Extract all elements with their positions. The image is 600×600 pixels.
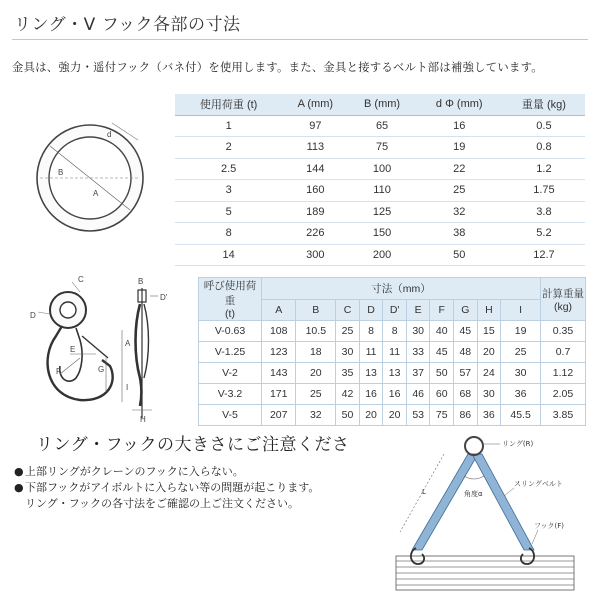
hook-dim-f: F [430,299,454,321]
table-cell: 5.2 [503,223,585,245]
table-cell: 36 [477,405,501,426]
table-row [199,363,586,384]
hook-label-d: D [30,311,36,320]
table-cell: 1.2 [503,158,585,180]
table-cell: 160 [282,180,348,202]
table-cell: 171 [262,384,296,405]
table-cell: 207 [262,405,296,426]
table-cell: 20 [383,405,407,426]
table-cell: V-0.63 [199,321,262,342]
table-cell: 25 [416,180,503,202]
intro-text: 金具は、強力・遥付フック（バネ付）を使用します。また、金具と接するベルト部は補強しています。 [12,61,543,74]
hook-label-d-prime: D' [160,293,168,302]
ring-header-a: A (mm) [282,94,348,115]
table-cell: 150 [348,223,415,245]
ring-header-b: B (mm) [348,94,415,115]
table-cell: 0.8 [503,137,585,159]
table-cell: 3.85 [541,405,586,426]
table-cell: 32 [296,405,336,426]
sling-diagram [382,432,592,592]
caution-note-text: 上部リングがクレーンのフックに入らない。 [25,465,244,478]
ring-dimension-table [175,94,585,266]
table-cell: 11 [383,342,407,363]
table-cell: 11 [359,342,383,363]
bullet-icon: ● [14,465,24,478]
hook-header-dims: 寸法（mm） [262,278,541,300]
table-cell: 16 [359,384,383,405]
table-cell: 1 [175,115,282,137]
hook-header-load-unit: (t) [225,308,235,320]
table-cell: 0.7 [541,342,586,363]
table-cell: 45 [430,342,454,363]
hook-header-weight-text: 計算重量 [542,287,584,300]
table-cell: 3.8 [503,201,585,223]
table-cell: 15 [477,321,501,342]
table-cell: 45.5 [501,405,541,426]
hook-label-i: I [126,383,129,392]
table-cell: 200 [348,244,415,266]
hook-label-c: C [78,275,84,284]
hook-dim-i: I [501,299,541,321]
table-cell: 42 [336,384,360,405]
table-cell: 50 [336,405,360,426]
table-cell: 189 [282,201,348,223]
table-cell: 22 [416,158,503,180]
table-cell: 5 [175,201,282,223]
table-cell: 25 [296,384,336,405]
hook-header-load-text: 呼び使用荷重 [203,280,257,307]
page-title: リング・V フック各部の寸法 [14,15,241,35]
table-cell: 125 [348,201,415,223]
table-cell: 8 [359,321,383,342]
table-cell: 48 [454,342,478,363]
table-cell: 38 [416,223,503,245]
table-cell: V-5 [199,405,262,426]
table-cell: 60 [430,384,454,405]
table-cell: 19 [501,321,541,342]
table-cell: 123 [262,342,296,363]
table-cell: 1.12 [541,363,586,384]
table-cell: 35 [336,363,360,384]
hook-header-weight-unit: (kg) [553,300,573,313]
table-cell: 0.5 [503,115,585,137]
ring-label-d: d [107,130,112,139]
sling-hook-label: フック(F) [534,522,564,530]
table-cell: 50 [430,363,454,384]
ring-label-b: B [58,168,64,177]
ring-header-load: 使用荷重 (t) [175,94,282,115]
table-cell: 75 [348,137,415,159]
ring-diagram [20,108,160,248]
table-row [175,201,585,223]
table-cell: 16 [416,115,503,137]
hook-label-g: G [98,365,105,374]
table-cell: 8 [175,223,282,245]
table-cell: 97 [282,115,348,137]
hook-dim-e: E [406,299,430,321]
table-cell: 1.75 [503,180,585,202]
table-cell: 30 [477,384,501,405]
table-row [175,223,585,245]
ring-header-weight: 重量 (kg) [503,94,585,115]
table-cell: 108 [262,321,296,342]
table-cell: 86 [454,405,478,426]
table-row [199,321,586,342]
table-cell: 30 [406,321,430,342]
hook-dim-c: C [336,299,360,321]
table-cell: 20 [477,342,501,363]
table-cell: 13 [359,363,383,384]
table-cell: 53 [406,405,430,426]
table-cell: V-2 [199,363,262,384]
table-cell: 20 [359,405,383,426]
hook-dim-h: H [477,299,501,321]
table-cell: 32 [416,201,503,223]
title-divider [12,39,588,40]
table-cell: 143 [262,363,296,384]
hook-label-e: E [70,345,76,354]
table-cell: 50 [416,244,503,266]
sling-angle-label: 角度α [464,490,483,498]
table-row [175,244,585,266]
hook-dim-a: A [262,299,296,321]
hook-header-load [199,278,262,321]
table-cell: 18 [296,342,336,363]
table-cell: 24 [477,363,501,384]
table-row [175,180,585,202]
table-row [199,342,586,363]
caution-title: リング・フックの大きさにご注意くださ [36,435,350,455]
table-cell: 57 [454,363,478,384]
sling-ring-label: リング(R) [502,440,534,448]
ring-header-d: d Φ (mm) [416,94,503,115]
table-row [199,384,586,405]
table-cell: 33 [406,342,430,363]
caution-note-2 [14,479,319,495]
table-cell: 16 [383,384,407,405]
hook-dim-d-prime: D' [383,299,407,321]
sling-length-label: L [422,488,426,496]
table-cell: 100 [348,158,415,180]
hook-dim-b: B [296,299,336,321]
hook-dim-g: G [454,299,478,321]
table-cell: 2 [175,137,282,159]
table-cell: 3 [175,180,282,202]
table-cell: 46 [406,384,430,405]
hook-header-weight [541,278,586,321]
table-cell: 25 [336,321,360,342]
table-cell: 65 [348,115,415,137]
table-cell: 25 [501,342,541,363]
table-cell: 30 [501,363,541,384]
table-cell: 113 [282,137,348,159]
table-cell: 10.5 [296,321,336,342]
hook-label-a: A [125,339,131,348]
hook-dim-d: D [359,299,383,321]
hook-label-b: B [138,277,144,286]
table-cell: 110 [348,180,415,202]
table-cell: 300 [282,244,348,266]
caution-note-text: 下部フックがアイボルトに入らない等の問題が起こります。 [25,481,320,494]
table-cell: 75 [430,405,454,426]
table-cell: 36 [501,384,541,405]
table-row [199,405,586,426]
table-cell: 40 [430,321,454,342]
table-row [175,137,585,159]
caution-continuation: リング・フックの各寸法をご確認の上ご注文ください。 [25,497,300,510]
hook-diagram [10,270,190,430]
table-cell: 226 [282,223,348,245]
caution-note-1 [14,463,244,479]
table-cell: 19 [416,137,503,159]
table-cell: 14 [175,244,282,266]
ring-label-a: A [93,189,99,198]
hook-label-h: H [140,415,146,424]
table-row [175,158,585,180]
table-cell: V-1.25 [199,342,262,363]
table-cell: 30 [336,342,360,363]
hook-dimension-table [198,277,586,426]
table-cell: 12.7 [503,244,585,266]
table-cell: 37 [406,363,430,384]
sling-belt-label: スリングベルト [514,480,563,488]
table-cell: 13 [383,363,407,384]
table-cell: 0.35 [541,321,586,342]
table-cell: 20 [296,363,336,384]
table-row [175,115,585,137]
table-cell: 68 [454,384,478,405]
table-cell: 2.5 [175,158,282,180]
table-cell: 45 [454,321,478,342]
hook-label-f: F [56,367,61,376]
table-cell: 144 [282,158,348,180]
table-cell: 2.05 [541,384,586,405]
table-cell: V-3.2 [199,384,262,405]
bullet-icon: ● [14,481,24,494]
table-cell: 8 [383,321,407,342]
